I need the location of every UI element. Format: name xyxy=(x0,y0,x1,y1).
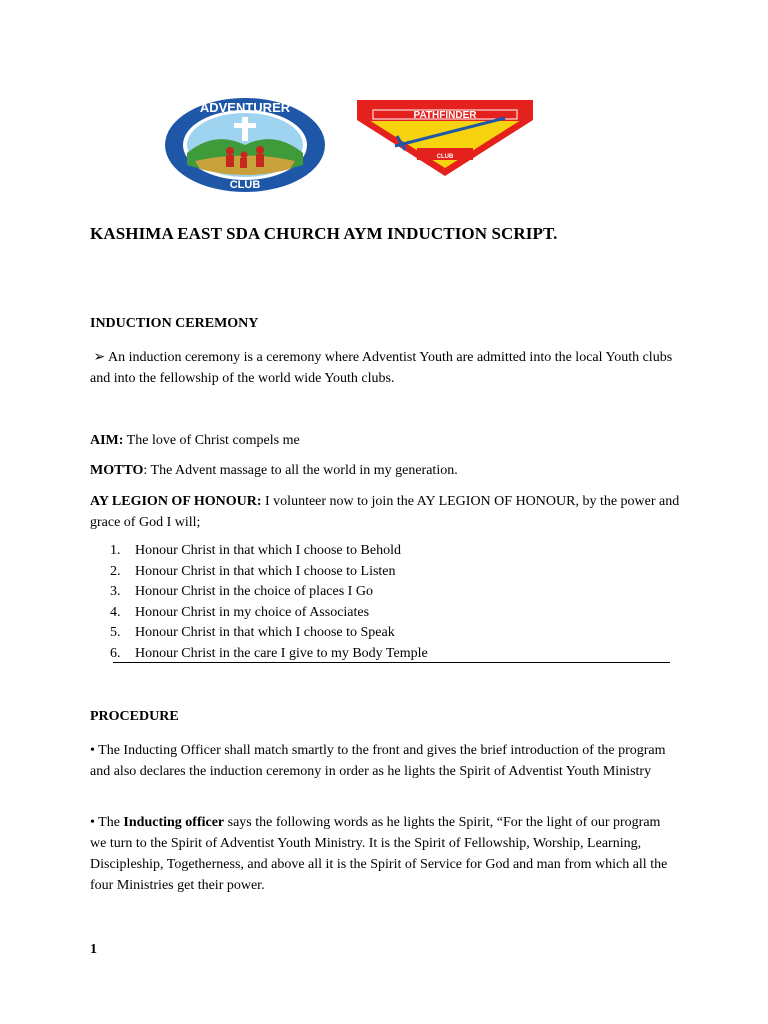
induction-text: An induction ceremony is a ceremony where Adventist Youth are admitted into the local Youth clubs and into the fellowship of the world wide Youth clubs. xyxy=(90,350,673,386)
procedure-p2-bold: Inducting officer xyxy=(123,815,225,830)
arrow-bullet-icon: ➢ xyxy=(93,350,106,365)
list-item-text: Honour Christ in the choice of places I Go xyxy=(135,584,373,599)
adventurer-club-logo xyxy=(160,95,330,195)
list-item-text: Honour Christ in my choice of Associates xyxy=(135,604,370,620)
list-item-number: 6. xyxy=(110,645,121,661)
procedure-paragraph-1: • The Inducting Officer shall match smartly to the front and gives the brief introduction of the program and also declares the induction ceremony in order as he lights the Spirit of Adventist Youth Ministry xyxy=(90,743,666,779)
list-item xyxy=(110,603,670,624)
list-item xyxy=(110,541,670,562)
legion-paragraph xyxy=(90,491,680,533)
list-item xyxy=(110,623,670,644)
list-item-number: 5. xyxy=(110,625,121,640)
list-item xyxy=(110,582,670,603)
pathfinder-logo-top-text: PATHFINDER xyxy=(413,110,477,121)
divider-line xyxy=(113,662,670,663)
document-title: KASHIMA EAST SDA CHURCH AYM INDUCTION SCRIPT. xyxy=(90,224,558,243)
page-number: 1 xyxy=(90,942,97,957)
procedure-p2-prefix: • The xyxy=(90,815,124,830)
list-item-text: Honour Christ in that which I choose to Listen xyxy=(135,563,396,579)
adventurer-logo-bottom-text: CLUB xyxy=(229,179,261,191)
list-item-number: 1. xyxy=(110,543,121,558)
list-item-number: 2. xyxy=(110,563,121,579)
logo-row xyxy=(0,90,768,200)
list-item-text: Honour Christ in that which I choose to Behold xyxy=(135,543,401,558)
pathfinder-club-logo xyxy=(355,98,535,178)
list-item-number: 4. xyxy=(110,604,121,620)
aim-text: The love of Christ compels me xyxy=(123,433,300,448)
motto-text: : The Advent massage to all the world in my generation. xyxy=(143,463,458,478)
procedure-heading: PROCEDURE xyxy=(90,709,179,724)
aim-line xyxy=(90,430,680,451)
list-item-text: Honour Christ in the care I give to my Body Temple xyxy=(135,645,428,661)
procedure-paragraph-2 xyxy=(90,812,680,896)
pathfinder-logo-bottom-text: CLUB xyxy=(436,154,454,160)
list-item xyxy=(110,562,670,583)
list-item-number: 3. xyxy=(110,584,121,599)
list-item-text: Honour Christ in that which I choose to Speak xyxy=(135,625,395,640)
induction-paragraph xyxy=(90,347,680,389)
motto-line xyxy=(90,460,680,481)
motto-label: MOTTO xyxy=(90,463,144,478)
induction-heading: INDUCTION CEREMONY xyxy=(90,316,259,331)
procedure-p2-text: says the following words as he lights the Spirit, “For the light of our program we turn to the Spirit of Adventist Youth Ministry. It is the Spirit of Fellowship, Worship, Learning, Discipleship, Togetherness, and above all it is the Spirit of Service for God and man from which all the four Ministries get their power. xyxy=(90,815,668,893)
legion-label: AY LEGION OF HONOUR: xyxy=(90,494,262,509)
aim-label: AIM: xyxy=(90,433,124,448)
adventurer-logo-top-text: ADVENTURER xyxy=(199,100,291,115)
list-item xyxy=(110,644,670,665)
legion-text: I volunteer now to join the AY LEGION OF HONOUR, by the power and grace of God I will; xyxy=(90,494,680,530)
pledge-list xyxy=(110,541,670,664)
